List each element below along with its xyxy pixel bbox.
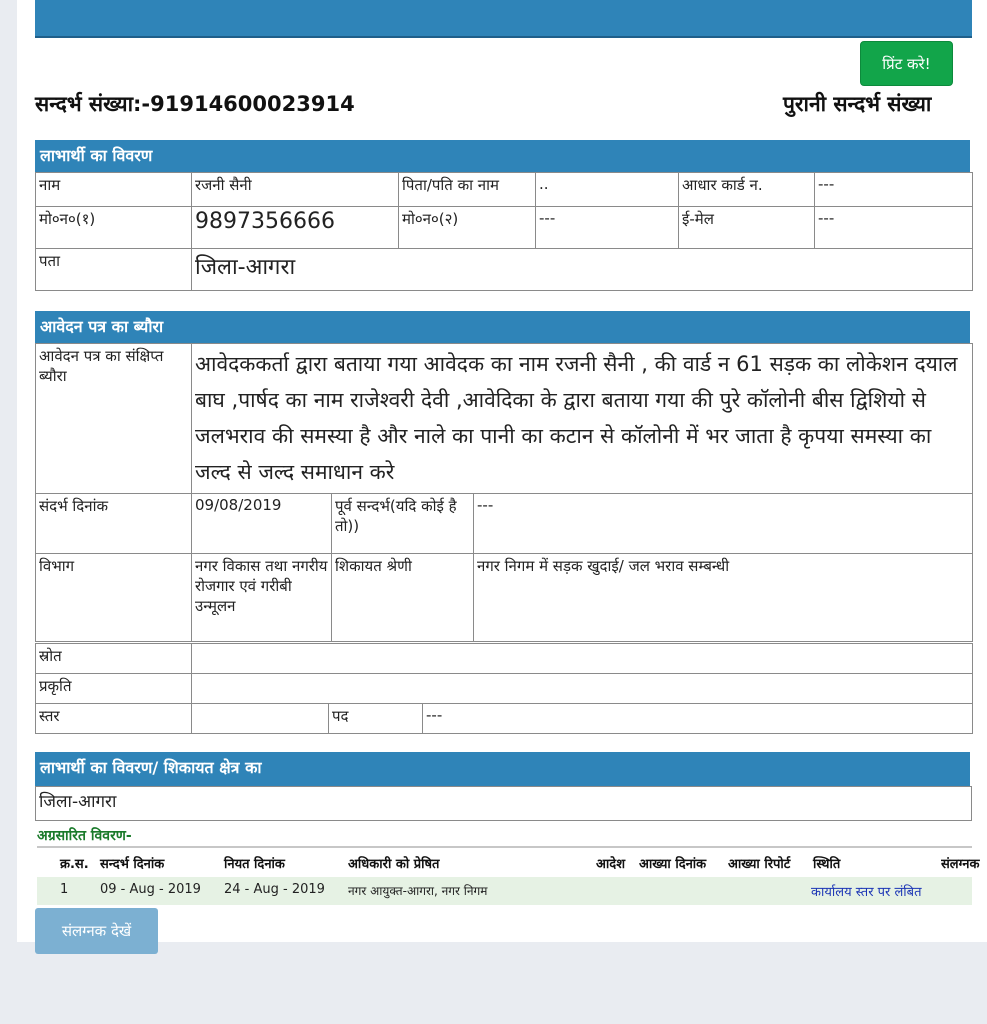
col-header-ref-date: सन्दर्भ दिनांक: [100, 857, 165, 872]
address-label: पता: [36, 249, 192, 291]
complaint-category-value: नगर निगम में सड़क खुदाई/ जल भराव सम्बन्धी: [474, 554, 973, 642]
name-value: रजनी सैनी: [192, 173, 399, 207]
area-heading: लाभार्थी का विवरण/ शिकायत क्षेत्र का: [35, 752, 970, 786]
mobile2-label: मो०न०(२): [399, 207, 536, 249]
forwarding-title: अग्रसारित विवरण-: [37, 828, 132, 844]
top-header-bar: [35, 0, 972, 38]
summary-label: आवेदन पत्र का संक्षिप्त ब्यौरा: [36, 344, 192, 494]
beneficiary-heading: लाभार्थी का विवरण: [35, 140, 970, 172]
email-label: ई-मेल: [679, 207, 815, 249]
old-reference-label: पुरानी सन्दर्भ संख्या: [783, 92, 932, 116]
level-label: स्तर: [36, 704, 192, 734]
col-header-report-date: आख्या दिनांक: [639, 857, 707, 872]
row-ref-date: 09 - Aug - 2019: [100, 882, 201, 897]
col-header-attachment: संलग्नक: [941, 857, 980, 872]
print-button[interactable]: प्रिंट करे!: [860, 41, 953, 86]
row-sent-to: नगर आयुक्त-आगरा, नगर निगम: [348, 884, 488, 898]
application-meta-table: [35, 643, 973, 734]
nature-value: [192, 674, 973, 704]
area-value: जिला-आगरा: [36, 787, 972, 821]
address-value: जिला-आगरा: [192, 249, 973, 291]
reference-number: सन्दर्भ संख्या:-91914600023914: [35, 92, 355, 116]
father-label: पिता/पति का नाम: [399, 173, 536, 207]
row-status-link[interactable]: कार्यालय स्तर पर लंबित: [811, 885, 922, 900]
col-header-status: स्थिति: [813, 857, 841, 872]
ref-date-label: संदर्भ दिनांक: [36, 494, 192, 554]
source-label: स्रोत: [36, 644, 192, 674]
mobile1-value: 9897356666: [192, 207, 399, 249]
mobile1-label: मो०न०(१): [36, 207, 192, 249]
beneficiary-table: [35, 172, 973, 291]
department-label: विभाग: [36, 554, 192, 642]
father-value: ..: [536, 173, 679, 207]
post-label: पद: [329, 704, 423, 734]
post-value: ---: [423, 704, 973, 734]
view-attachment-button[interactable]: संलग्नक देखें: [35, 908, 158, 954]
forwarding-divider: [37, 846, 972, 848]
col-header-due-date: नियत दिनांक: [224, 857, 285, 872]
email-value: ---: [815, 207, 973, 249]
ref-date-value: 09/08/2019: [192, 494, 332, 554]
aadhar-value: ---: [815, 173, 973, 207]
complaint-category-label: शिकायत श्रेणी: [332, 554, 474, 642]
source-value: [192, 644, 973, 674]
col-header-order: आदेश: [596, 857, 626, 872]
prev-ref-label: पूर्व सन्दर्भ(यदि कोई है तो)): [332, 494, 474, 554]
application-table: [35, 343, 973, 642]
aadhar-label: आधार कार्ड न.: [679, 173, 815, 207]
prev-ref-value: ---: [474, 494, 973, 554]
col-header-sn: क्र.स.: [60, 857, 89, 872]
col-header-sent-to: अधिकारी को प्रेषित: [348, 857, 440, 872]
row-sn: 1: [60, 882, 69, 897]
mobile2-value: ---: [536, 207, 679, 249]
col-header-report: आख्या रिपोर्ट: [728, 857, 791, 872]
name-label: नाम: [36, 173, 192, 207]
level-value: [192, 704, 329, 734]
area-table: [35, 786, 972, 821]
application-heading: आवेदन पत्र का ब्यौरा: [35, 311, 970, 343]
nature-label: प्रकृति: [36, 674, 192, 704]
summary-value: आवेदककर्ता द्वारा बताया गया आवेदक का नाम रजनी सैनी , की वार्ड न 61 सड़क का लोकेशन दयाल बाघ ,पार्षद का नाम राजेश्वरी देवी ,आवेदिका के द्वारा बताया गया की पुरे कॉलोनी बीस द्विशियो से जलभराव की समस्या है और नाले का पानी का कटान से कॉलोनी में भर जाता है कृपया समस्या का जल्द से जल्द समाधान करे: [192, 344, 973, 494]
department-value: नगर विकास तथा नगरीय रोजगार एवं गरीबी उन्मूलन: [192, 554, 332, 642]
row-due-date: 24 - Aug - 2019: [224, 882, 325, 897]
